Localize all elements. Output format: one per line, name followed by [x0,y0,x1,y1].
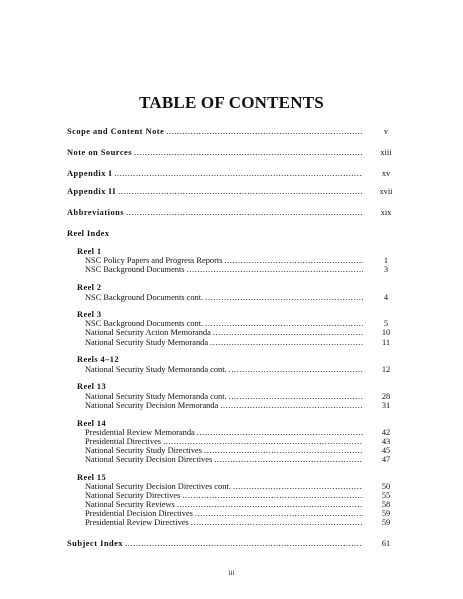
toc-entry [0,328,463,338]
entry-label: National Security Study Directives [85,446,202,455]
dot-leader [213,328,363,338]
entry-page: 61 [381,539,391,548]
entry-label: NSC Background Documents [85,265,185,274]
entry-label: Note on Sources [67,148,133,157]
entry-page: 59 [381,518,391,527]
entry-page: 10 [381,328,391,337]
reel-heading: Reel 14 [77,419,107,428]
entry-label: National Security Action Memoranda [85,328,211,337]
reel-heading: Reel 3 [77,310,102,319]
entry-page: 43 [381,437,391,446]
entry-label: National Security Study Memoranda cont. [85,365,227,374]
entry-page: 1 [383,256,389,265]
entry-label: National Security Decision Memoranda [85,401,219,410]
page-number: iii [228,569,235,577]
toc-entry [0,293,463,303]
entry-label: Abbreviations [67,208,125,217]
entry-page: 58 [381,500,391,509]
entry-label: National Security Study Memoranda [85,338,209,347]
dot-leader [214,455,363,465]
reel-heading: Reel 15 [77,473,107,482]
dot-leader [187,265,363,275]
toc-entry [0,401,463,411]
dot-leader [126,208,363,218]
reel-heading: Reel 1 [77,247,102,256]
toc-entry [0,539,463,549]
toc-entry [0,265,463,275]
entry-page: 47 [381,455,391,464]
entry-label: National Security Decision Directives cont. [85,482,231,491]
entry-label: NSC Background Documents cont. [85,293,204,302]
entry-label: NSC Background Documents cont. [85,319,204,328]
entry-page: 55 [381,491,391,500]
entry-page: xvii [379,187,393,196]
entry-page: 12 [381,365,391,374]
reel-heading: Reel 13 [77,382,107,391]
dot-leader [191,518,363,528]
entry-page: v [383,127,389,136]
entry-page: 45 [381,446,391,455]
entry-label: National Security Decision Directives [85,455,213,464]
toc-entry [0,338,463,348]
entry-page: 59 [381,509,391,518]
dot-leader [114,169,363,179]
entry-label: National Security Study Memoranda cont. [85,392,227,401]
dot-leader [134,148,363,158]
entry-page: 3 [383,265,389,274]
dot-leader [205,293,363,303]
entry-page: 4 [383,293,389,302]
dot-leader [229,365,363,375]
entry-page: xiii [380,148,392,157]
dot-leader [166,127,363,137]
toc-entry [0,148,463,158]
entry-label: Scope and Content Note [67,127,165,136]
page-title: TABLE OF CONTENTS [139,93,324,112]
toc-entry [0,365,463,375]
entry-page: 50 [381,482,391,491]
toc-entry [0,187,463,197]
entry-label: Presidential Review Directives [85,518,189,527]
dot-leader [210,338,363,348]
entry-page: 28 [381,392,391,401]
entry-label: National Security Directives [85,491,181,500]
entry-label: Presidential Directives [85,437,162,446]
entry-label: Appendix II [67,187,117,196]
toc-entry [0,518,463,528]
entry-page: 42 [381,428,391,437]
entry-page: 11 [381,338,391,347]
toc-entry [0,208,463,218]
entry-label: NSC Policy Papers and Progress Reports [85,256,223,265]
dot-leader [118,187,363,197]
toc-entry [0,455,463,465]
entry-page: xix [380,208,392,217]
dot-leader [220,401,363,411]
entry-page: 5 [383,319,389,328]
reel-index-heading: Reel Index [67,229,110,238]
reel-heading: Reel 2 [77,283,102,292]
entry-label: Subject Index [67,539,124,548]
reel-heading: Reels 4–12 [77,355,119,364]
entry-label: Presidential Decision Directives [85,509,193,518]
entry-label: Presidential Review Memoranda [85,428,195,437]
toc-entry [0,127,463,137]
dot-leader [125,539,363,549]
entry-label: Appendix I [67,169,113,178]
entry-page: xv [381,169,391,178]
entry-page: 31 [381,401,391,410]
toc-entry [0,169,463,179]
entry-label: National Security Reviews [85,500,175,509]
